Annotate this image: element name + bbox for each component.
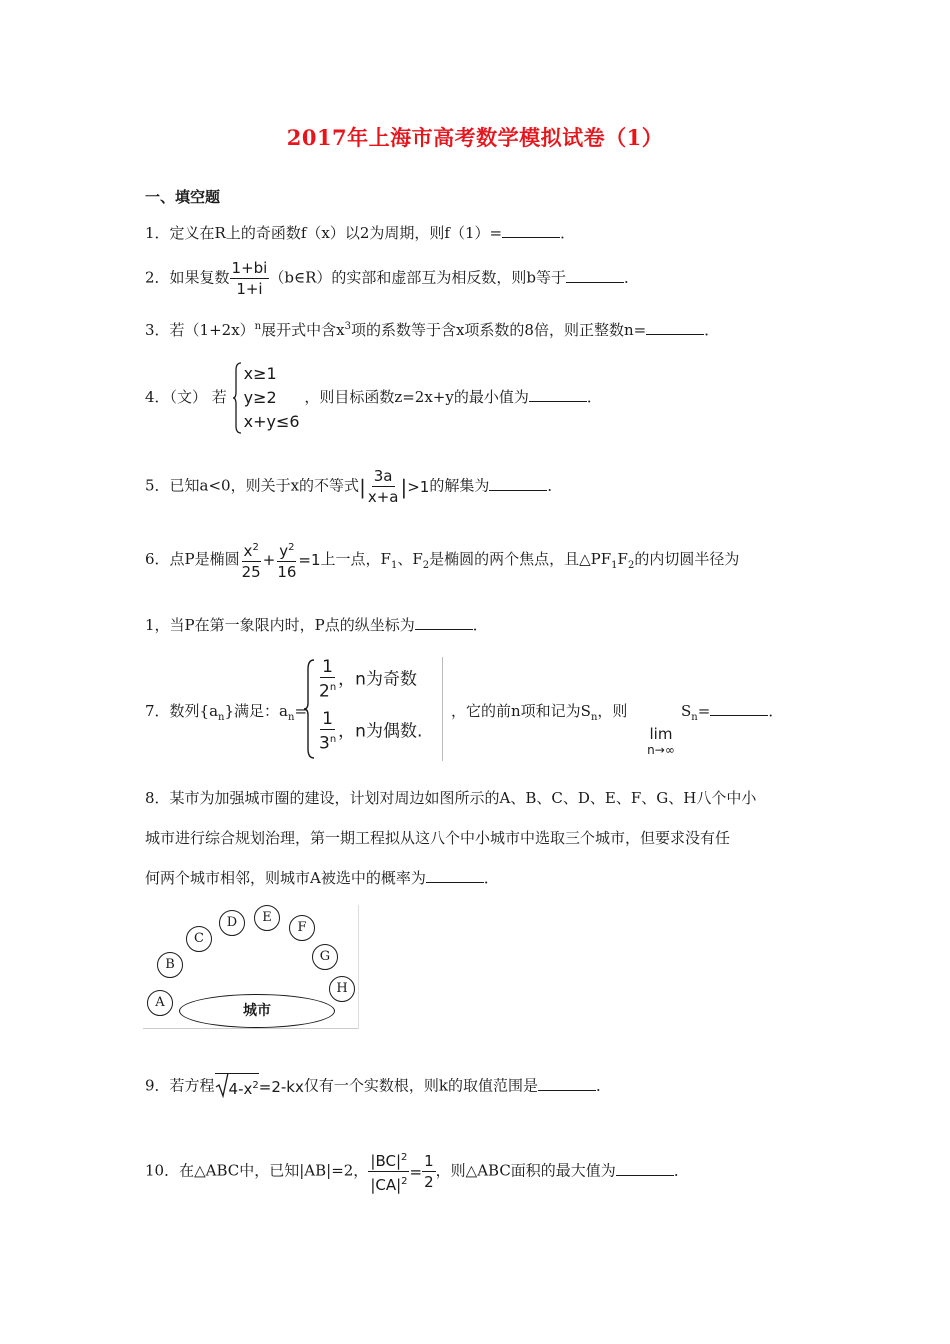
question-2 bbox=[145, 258, 639, 299]
question-text: 2．如果复数 bbox=[145, 268, 230, 287]
numerator: 1 bbox=[322, 657, 333, 677]
constraint-3: x+y≤6 bbox=[243, 412, 300, 431]
question-text: 9．若方程 bbox=[145, 1076, 215, 1095]
exponent: 2 bbox=[288, 542, 295, 553]
exponent: 3 bbox=[344, 321, 351, 332]
numerator: x bbox=[243, 542, 253, 560]
period: ． bbox=[704, 321, 720, 339]
period: ． bbox=[768, 702, 784, 720]
city-f: F bbox=[289, 915, 315, 941]
answer-blank[interactable] bbox=[566, 267, 624, 283]
city-b: B bbox=[157, 952, 183, 978]
answer-blank[interactable] bbox=[538, 1075, 596, 1091]
question-text: 项的系数等于含x项系数的8倍，则正整数n= bbox=[350, 321, 647, 339]
numerator: 1 bbox=[322, 709, 333, 729]
city-g: G bbox=[312, 944, 338, 970]
question-text: 7．数列{a bbox=[145, 702, 219, 720]
piecewise-definition bbox=[303, 657, 443, 761]
question-5 bbox=[145, 466, 562, 507]
question-10 bbox=[145, 1148, 689, 1195]
answer-blank[interactable] bbox=[426, 867, 484, 883]
numerator: 1+bi bbox=[231, 259, 268, 277]
subscript: 1 bbox=[611, 560, 618, 571]
question-text: （b∈R）的实部和虚部互为相反数，则b等于 bbox=[269, 268, 566, 287]
equals: = bbox=[294, 702, 308, 720]
radicand: 4-x bbox=[228, 1080, 253, 1098]
numerator: |BC| bbox=[370, 1152, 402, 1170]
question-8-line3 bbox=[145, 867, 499, 889]
denominator: 25 bbox=[241, 563, 261, 581]
question-4 bbox=[145, 362, 602, 434]
question-text: 10．在△ABC中，已知|AB|=2， bbox=[145, 1161, 369, 1180]
question-7-sum bbox=[681, 700, 783, 729]
question-text: 仅有一个实数根，则k的取值范围是 bbox=[303, 1076, 538, 1095]
numerator: 1 bbox=[424, 1152, 434, 1170]
case-even bbox=[317, 709, 422, 754]
city-a: A bbox=[147, 990, 173, 1016]
center-city: 城市 bbox=[179, 994, 335, 1028]
question-text: ，则目标函数z=2x+y的最小值为 bbox=[304, 388, 529, 406]
subscript: n bbox=[691, 712, 698, 723]
city-diagram bbox=[143, 905, 359, 1029]
denominator: 16 bbox=[277, 563, 297, 581]
period: ． bbox=[586, 388, 602, 406]
question-text: 1．定义在R上的奇函数f（x）以2为周期，则f（1）= bbox=[145, 224, 503, 242]
answer-blank[interactable] bbox=[616, 1160, 674, 1176]
question-text: 1，当P在第一象限内时，P点的纵坐标为 bbox=[145, 616, 415, 634]
sum-symbol: S bbox=[681, 702, 692, 720]
case-condition: ，n为偶数. bbox=[338, 721, 423, 742]
question-1 bbox=[145, 222, 575, 244]
page-title: 2017年上海市高考数学模拟试卷（1） bbox=[286, 125, 664, 150]
inequality-rhs: >1 bbox=[407, 477, 430, 496]
exponent: 2 bbox=[252, 1080, 259, 1091]
city-c: C bbox=[186, 926, 212, 952]
abs-bar-right: | bbox=[400, 474, 408, 499]
fraction-ratio bbox=[368, 1148, 409, 1195]
exponent: n bbox=[254, 321, 262, 332]
subscript: 1 bbox=[390, 560, 398, 571]
question-text: ，则 bbox=[597, 702, 628, 720]
period: ． bbox=[560, 224, 576, 242]
fraction-half bbox=[422, 1151, 436, 1192]
exponent: n bbox=[329, 682, 337, 693]
numerator: y bbox=[279, 542, 289, 560]
answer-blank[interactable] bbox=[710, 700, 768, 716]
question-text: ，它的前n项和记为S bbox=[451, 702, 591, 720]
answer-blank[interactable] bbox=[646, 319, 704, 335]
divider bbox=[143, 1028, 359, 1029]
equation-rhs: =2-kx bbox=[258, 1077, 304, 1096]
denominator: 2 bbox=[319, 681, 330, 702]
answer-blank[interactable] bbox=[502, 222, 560, 238]
question-text: ，则△ABC面积的最大值为 bbox=[435, 1161, 616, 1180]
question-text: 8．某市为加强城市圈的建设，计划对周边如图所示的A、B、C、D、E、F、G、H八个中小 bbox=[145, 789, 757, 807]
equals: = bbox=[697, 702, 711, 720]
square-root bbox=[215, 1073, 259, 1100]
divider bbox=[442, 657, 443, 761]
question-text: F bbox=[617, 550, 628, 568]
left-brace-icon bbox=[232, 362, 242, 434]
subscript: 2 bbox=[627, 560, 635, 571]
limit-notation bbox=[636, 726, 686, 757]
question-text: 3．若（1+2x） bbox=[145, 321, 255, 339]
question-text: 展开式中含x bbox=[261, 321, 345, 339]
denominator: 1+i bbox=[236, 280, 263, 298]
question-text: 何两个城市相邻，则城市A被选中的概率为 bbox=[145, 869, 426, 887]
radical-icon bbox=[215, 1072, 229, 1098]
subscript: 2 bbox=[422, 560, 430, 571]
question-7 bbox=[145, 700, 307, 729]
denominator: x+a bbox=[367, 488, 399, 506]
divider bbox=[358, 905, 359, 1029]
period: ． bbox=[483, 869, 499, 887]
inequality-system bbox=[232, 362, 300, 434]
question-text: 5．已知a<0，则关于x的不等式 bbox=[145, 476, 360, 495]
limit-label: lim bbox=[649, 725, 673, 743]
case-odd bbox=[317, 657, 417, 702]
question-text: 的内切圆半径为 bbox=[634, 550, 740, 568]
left-brace-icon bbox=[303, 659, 315, 759]
answer-blank[interactable] bbox=[415, 614, 473, 630]
equals: = bbox=[409, 1162, 423, 1181]
city-e: E bbox=[254, 905, 280, 931]
period: ． bbox=[623, 268, 639, 287]
fraction-x bbox=[240, 538, 263, 582]
exponent: n bbox=[329, 734, 337, 745]
subscript: n bbox=[287, 712, 295, 723]
answer-blank[interactable] bbox=[489, 475, 547, 491]
exponent: 2 bbox=[401, 1176, 408, 1187]
period: ． bbox=[673, 1161, 689, 1180]
numerator: 3a bbox=[373, 467, 393, 485]
fraction bbox=[366, 466, 401, 507]
question-3 bbox=[145, 316, 719, 341]
question-6-continued bbox=[145, 614, 488, 636]
city-d: D bbox=[219, 910, 245, 936]
answer-blank[interactable] bbox=[529, 386, 587, 402]
abs-bar-left: | bbox=[359, 474, 366, 499]
fraction bbox=[230, 258, 270, 299]
city-h: H bbox=[329, 976, 355, 1002]
question-text: 的解集为 bbox=[429, 476, 490, 495]
question-text: 、F bbox=[397, 550, 423, 568]
period: ． bbox=[472, 616, 488, 634]
question-8-line1 bbox=[145, 787, 756, 809]
question-text: }满足：a bbox=[224, 702, 288, 720]
constraint-1: x≥1 bbox=[243, 364, 277, 383]
exponent: 2 bbox=[252, 542, 259, 553]
period: ． bbox=[595, 1076, 611, 1095]
question-text: 城市进行综合规划治理，第一期工程拟从这八个中小城市中选取三个城市，但要求没有任 bbox=[145, 829, 731, 847]
equals-one: =1 bbox=[298, 551, 321, 569]
subscript: n bbox=[590, 712, 598, 723]
subscript: n bbox=[218, 712, 225, 723]
denominator: |CA| bbox=[370, 1176, 402, 1194]
question-text: 4．（文） 若 bbox=[145, 388, 227, 406]
question-text: 上一点，F bbox=[320, 550, 391, 568]
exponent: 2 bbox=[401, 1152, 408, 1163]
limit-subscript: n→∞ bbox=[647, 743, 675, 757]
denominator: 3 bbox=[319, 733, 330, 754]
fraction-y bbox=[275, 538, 298, 582]
question-text: 是椭圆的两个焦点，且△PF bbox=[429, 550, 612, 568]
question-6 bbox=[145, 538, 739, 582]
question-text: 6．点P是椭圆 bbox=[145, 550, 240, 568]
question-9 bbox=[145, 1073, 611, 1100]
period: ． bbox=[547, 476, 563, 495]
denominator: 2 bbox=[424, 1173, 434, 1191]
case-condition: ，n为奇数 bbox=[338, 669, 417, 690]
plus-sign: + bbox=[262, 551, 276, 569]
question-7-tail bbox=[451, 700, 627, 729]
section-heading: 一、填空题 bbox=[145, 188, 221, 206]
constraint-2: y≥2 bbox=[243, 388, 277, 407]
question-8-line2 bbox=[145, 827, 730, 849]
